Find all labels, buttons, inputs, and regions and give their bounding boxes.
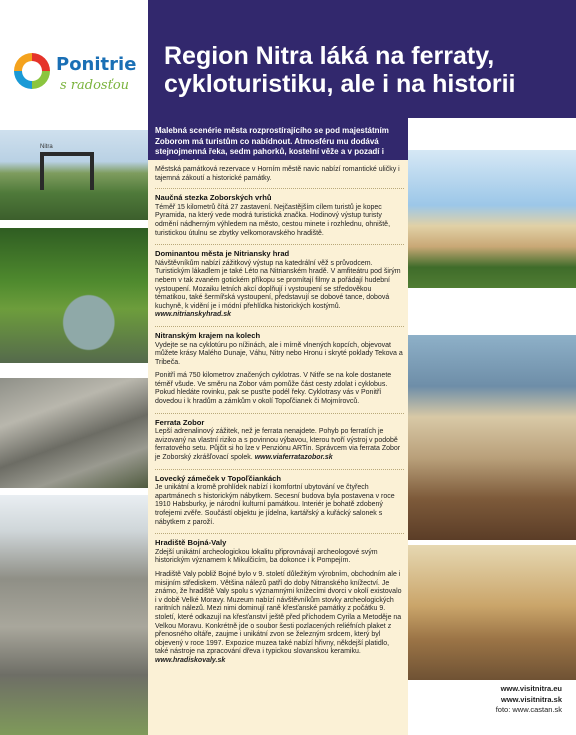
section-text: Hradiště Valy pobliž Bojné bylo v 9. století důležitým výrobním, obchodním ale i misijním střediskem. Většina nálezů patří do doby Nitranského knížectví. Je známo, že hradiště Valy spolu s významnými knížecími dvorci v okolí existovalo i v době Velké Moravy. Muzeum nabízí návštěvníkům stovky archeologických raritních nálezů. Mezi nimi dominují raně křesťanské památky z počátku 9. století, které odkazují na křesťanství ještě před příchodem Cyrila a Metoděje na Velkou Moravu. Konkrétně jde o soubor šesti pozlacených reliéfních plaket z přenosného oltáře, zaujme i unikátní zvon se železným srdcem, který byl objevený v roce 1997. Expozice muzea také nabízí hřivny, někdejší platidlo, také nástroje na zpracování dřeva i typickou slovanskou keramiku. xyxy=(155,570,402,656)
section-paragraph xyxy=(155,428,404,462)
photo-credit: foto: www.castan.sk xyxy=(495,705,562,714)
link-viaferratazobor[interactable]: www.viaferratazobor.sk xyxy=(254,454,333,462)
article-column xyxy=(148,160,408,735)
photo-nitra-viewpoint xyxy=(0,130,148,220)
divider xyxy=(155,326,404,327)
lead-paragraph: Městská památková rezervace v Horním městě navic nabízí romantické uličky i tajemná zákoutí a historické památky. xyxy=(155,166,400,182)
logo xyxy=(0,0,148,120)
section-title: Nitranským krajem na kolech xyxy=(155,330,261,340)
section-ferrata xyxy=(155,419,404,463)
section-paragraph xyxy=(155,260,404,320)
divider xyxy=(155,244,404,245)
section-paragraph: Zdejší unikátní archeologickou lokalitu připrovnávají archeologové svým historickým významem k Mikulčicím, ba dokonce i k Pompejím. xyxy=(155,548,378,565)
intro-text: Malebná scenérie města rozprostírajícího se pod majestátním Zoborom má turistům co nabídnout. Atmosféru mu dodává stejnojmenná řeka, sedm pahorků, kostelní věže a v pozadí i xyxy=(148,118,408,160)
link-visitnitra-sk[interactable]: www.visitnitra.sk xyxy=(501,694,562,704)
link-hradiskovaly[interactable]: www.hradiskovaly.sk xyxy=(155,656,226,664)
section-paragraph: Vydejte se na cyklotúru po nížinách, ale i mírně vlnených kopcích, objevovat můžete krásy Malého Dunaje, Váhu, Nitry nebo Hronu i skryté poklady Tekova a Tribeča. xyxy=(155,341,403,366)
section-title: Naučná stezka Zoborských vrhů xyxy=(155,193,272,203)
link-nitrianskyhrad[interactable]: www.nitrianskyhrad.sk xyxy=(155,311,231,319)
link-visitnitra-eu[interactable]: www.visitnitra.eu xyxy=(500,684,562,693)
section-text: Návštěvníkům nabízí zážitkový výstup na katedrální věž s průvodcem. Turistickým lákadlem je také Léto na Nitrianském hradě. V amfiteátru pod širým nebem v tak zvaném gotickém příkopu se promítají filmy a pořádají hudební vystoupení. Mozaiku letních akcí doplňují i vystoupení se středověkou tématikou, také šermířská vystoupení, představují se dobové tance, dobová kuchyně, k vidění je i módní přehlídka historických kostýmů. xyxy=(155,259,401,310)
photo-hunting-lodge xyxy=(408,150,576,288)
logo-tagline: s radosťou xyxy=(60,78,130,93)
section-hunting-lodge xyxy=(155,475,404,528)
logo-emblem-icon xyxy=(14,53,50,89)
section-nitra-castle xyxy=(155,250,404,320)
divider xyxy=(155,188,404,189)
section-title: Ferrata Zobor xyxy=(155,417,205,427)
photo-nitra-label: Nitra xyxy=(40,144,53,150)
section-title: Lovecký zámeček v Topoľčiankách xyxy=(155,473,282,483)
page-title: Region Nitra láká na ferraty, cykloturistiku, ale i na historii xyxy=(164,42,516,98)
section-paragraph xyxy=(155,571,404,666)
divider xyxy=(155,533,404,534)
photo-lodge-interior xyxy=(408,335,576,540)
section-zobor-trail xyxy=(155,194,404,238)
photo-ferrata-rock xyxy=(0,495,148,735)
photo-ferrata-climber xyxy=(0,378,148,488)
photo-museum xyxy=(408,545,576,680)
viewpoint-frame-icon xyxy=(40,152,94,190)
divider xyxy=(155,413,404,414)
divider xyxy=(155,469,404,470)
section-bojna-valy xyxy=(155,539,404,665)
photo-cyclist xyxy=(0,228,148,363)
section-paragraph: Je unikátní a kromě prohlídek nabízí i komfortní ubytování ve čtyřech apartmánech s historickým nábytkem. Secesní budova byla postavena v roce 1910 Habsburky, je národní kulturní památkou. Interiér je bohatě zdobený trofejemi zvěře. Součástí objektu je jídelna, kartářský a kuřácký salonek s nábytkem z paroží. xyxy=(155,484,395,526)
section-title: Hradiště Bojná-Valy xyxy=(155,538,227,548)
section-text: Lepší adrenalinový zážitek, než je ferrata nenajdete. Pohyb po ferratích je avizovaný na vlastní riziko a s povinnou výbavou, kterou tvoří výstroj v podobě ferratového setu. Půjčit si ho lze v Penziónu ARTin. Správcem via ferrata Zobor je Zoborský zkrášľovací spolek. xyxy=(155,428,401,462)
section-paragraph: Téměř 15 kilometrů čítá 27 zastavení. Nejčastějším cílem turistů je kopec Pyramida, na který vede modrá turistická značka. Hodinový výstup turisty odmění nádherným výhledem na město, cestou minete i rozhlednu, ohniště, turistickou útulnu se zbytky velkomoravského hradiště. xyxy=(155,203,391,237)
section-title: Dominantou města je Nitriansky hrad xyxy=(155,249,290,259)
credits xyxy=(496,684,562,716)
section-paragraph: Ponitří má 750 kilometrov značených cyklotras. V Nitře se na kole dostanete téměř všude. Ve směru na Zobor vám pomůže část cesty zdolat i cyklobus. Pokud hledáte rovinku, pak se pusťte podél řeky. Cyklotrasy vás v Ponitří dovedou i k hradům a zámkům v okolí Topoľčianek či Mojmírovců. xyxy=(155,372,392,406)
logo-wordmark: Ponitrie xyxy=(56,54,137,75)
section-cycling xyxy=(155,332,404,407)
